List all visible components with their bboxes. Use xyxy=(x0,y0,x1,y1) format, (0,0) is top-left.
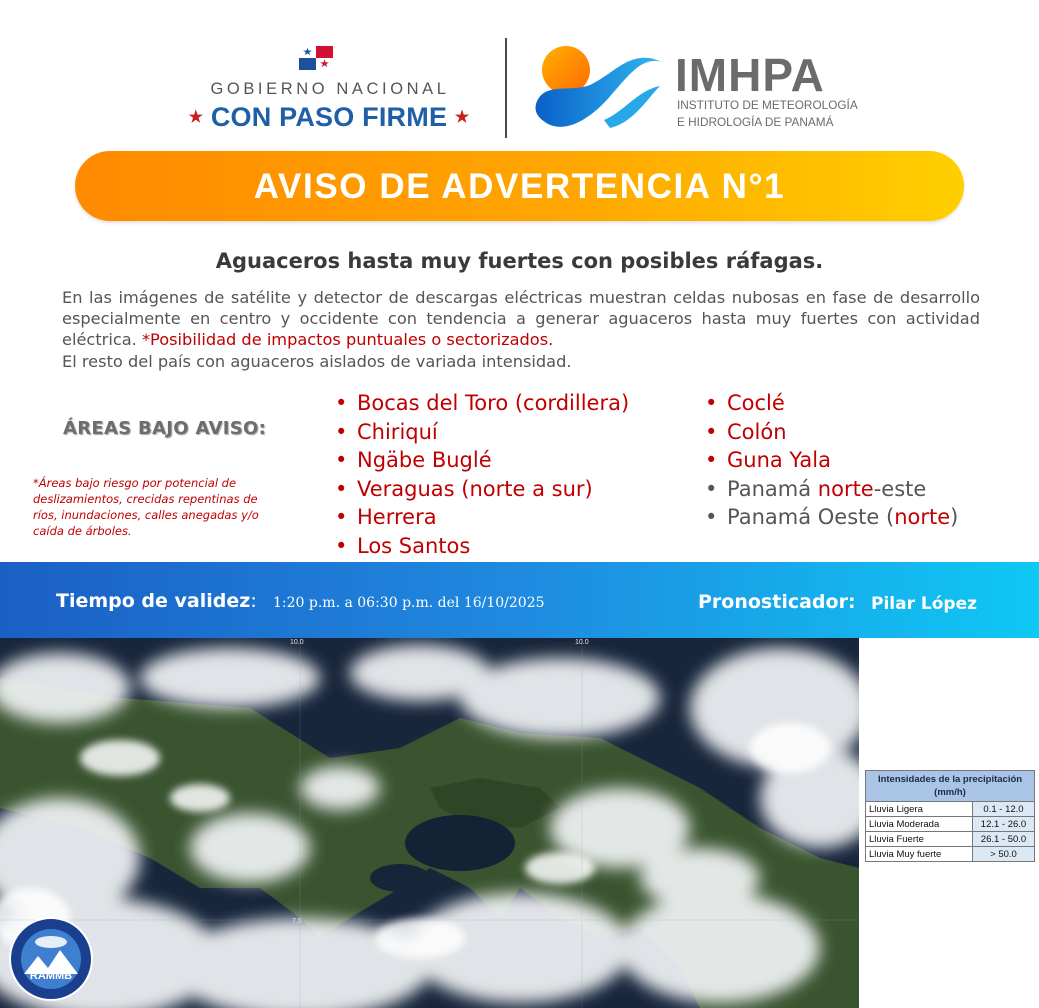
description xyxy=(62,287,980,350)
gobierno-nacional-logo xyxy=(176,44,482,136)
validity-bar xyxy=(0,562,1039,638)
imhpa-name: IMHPA xyxy=(675,49,825,101)
imhpa-subtitle-1: INSTITUTO DE METEOROLOGÍA xyxy=(677,98,858,112)
gov-line2 xyxy=(176,102,482,133)
intensity-table xyxy=(865,770,1035,862)
list-item: • Colón xyxy=(705,419,787,444)
description-text: En las imágenes de satélite y detector de descargas eléctricas muestran celdas nubosas en fase de desarrollo especialmente en centro y occidente con tendencia a generar aguaceros hasta muy fuertes con actividad eléctrica. xyxy=(62,288,980,349)
imhpa-logo-icon xyxy=(534,42,664,134)
intensity-table-title: Intensidades de la precipitación (mm/h) xyxy=(866,771,1035,802)
panama-flag-icon xyxy=(299,46,333,70)
table-row: Lluvia Fuerte 26.1 - 50.0 xyxy=(866,832,1035,847)
table-row: Lluvia Moderada 12.1 - 26.0 xyxy=(866,817,1035,832)
risk-note: *Áreas bajo riesgo por potencial de deslizamientos, crecidas repentinas de ríos, inundaciones, calles anegadas y/o caída de árboles. xyxy=(33,476,259,538)
validity-time: 1:20 p.m. a 06:30 p.m. del 16/10/2025 xyxy=(273,595,545,611)
headline: Aguaceros hasta muy fuertes con posibles ráfagas. xyxy=(215,249,824,273)
list-item: • Guna Yala xyxy=(705,448,831,473)
description-rest: El resto del país con aguaceros aislados de variada intensidad. xyxy=(62,352,572,371)
gov-line1: GOBIERNO NACIONAL xyxy=(210,80,450,98)
rammb-logo-icon xyxy=(8,916,94,1002)
validity-label: Tiempo de validez: xyxy=(56,590,257,612)
imhpa-subtitle-2: E HIDROLOGÍA DE PANAMÁ xyxy=(677,115,834,129)
forecaster-name: Pilar López xyxy=(871,594,977,614)
table-row: Lluvia Ligera 0.1 - 12.0 xyxy=(866,802,1035,817)
forecaster-label: Pronosticador: xyxy=(698,591,856,613)
list-item: • Los Santos xyxy=(335,533,471,558)
satellite-map xyxy=(0,638,859,1008)
list-item: • Ngäbe Buglé xyxy=(335,448,492,473)
table-row: Lluvia Muy fuerte > 50.0 xyxy=(866,847,1035,862)
star-icon: ★ xyxy=(454,109,470,126)
warning-banner xyxy=(75,151,964,221)
lat-label: 7.5 xyxy=(575,918,585,925)
lat-label: 7.5 xyxy=(292,918,302,925)
list-item: • Panamá Oeste (norte) xyxy=(705,505,959,530)
list-item: • Panamá norte-este xyxy=(705,476,927,501)
satellite-image xyxy=(0,638,859,1008)
list-item: • Chiriquí xyxy=(335,419,438,444)
star-icon: ★ xyxy=(188,109,204,126)
list-item: • Bocas del Toro (cordillera) xyxy=(335,391,630,415)
warning-title: AVISO DE ADVERTENCIA N°1 xyxy=(253,167,786,206)
list-item: • Herrera xyxy=(335,505,437,530)
gov-line2-text: CON PASO FIRME xyxy=(210,102,448,132)
areas-title: ÁREAS BAJO AVISO: xyxy=(63,418,267,439)
lat-label: 10.0 xyxy=(290,639,304,646)
rammb-badge xyxy=(8,916,94,1002)
list-item: • Veraguas (norte a sur) xyxy=(335,476,593,501)
areas-list-1 xyxy=(335,389,629,561)
areas-list-2 xyxy=(705,389,958,532)
lat-label: 10.0 xyxy=(575,639,589,646)
rammb-label: RAMMB xyxy=(29,970,73,982)
list-item: • Coclé xyxy=(705,391,785,415)
header-divider xyxy=(505,38,507,138)
description-highlight: *Posibilidad de impactos puntuales o sectorizados. xyxy=(141,330,554,349)
